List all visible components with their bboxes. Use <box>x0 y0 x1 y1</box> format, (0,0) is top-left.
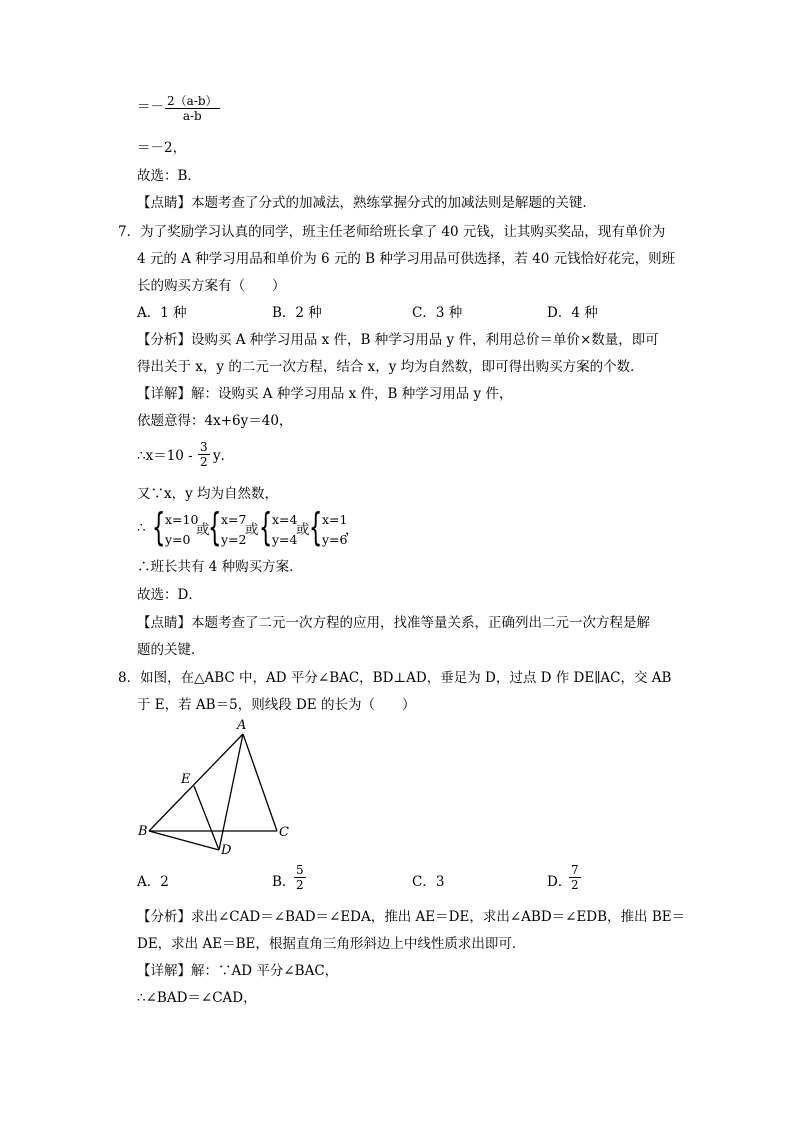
q8-detail-line1: 【详解】解：∵AD 平分∠BAC， <box>137 963 339 979</box>
q7-line2: 4 元的 A 种学习用品和单价为 6 元的 B 种学习用品可供选择，若 40 元钱恰好花完，则班 <box>137 251 676 267</box>
q8-option-d-denominator: 2 <box>571 878 579 892</box>
q8-option-d-fraction <box>569 863 581 892</box>
eq2-line: ＝－2， <box>137 140 187 156</box>
q7-point-line1: 【点睛】本题考查了二元一次方程的应用，找准等量关系，正确列出二元一次方程是解 <box>137 615 650 631</box>
q7-detail-line1: 【详解】解：设购买 A 种学习用品 x 件，B 种学习用品 y 件， <box>137 386 513 402</box>
segment-ac <box>243 734 277 831</box>
q7-system-4-x: x=1 <box>322 512 348 527</box>
q8-option-a: A．2 <box>137 874 169 890</box>
figure-label-c: C <box>279 825 289 840</box>
q7-option-d: D．4 种 <box>547 305 598 321</box>
q7-system-1-y: y=0 <box>165 532 191 547</box>
top-point: 【点睛】本题考查了分式的加减法，熟练掌握分式的加减法则是解题的关键． <box>137 195 596 211</box>
brace-icon: { <box>208 505 222 549</box>
q7-or-2: 或 <box>245 522 259 538</box>
q8-analysis-line2: DE，求出 AE＝BE，根据直角三角形斜边上中线性质求出即可． <box>137 936 526 952</box>
q7-detail-line4: 又∵x，y 均为自然数， <box>137 486 279 502</box>
eq1-denominator: a-b <box>182 109 202 123</box>
figure-label-d: D <box>221 843 232 858</box>
q8-option-b-prefix: B． <box>272 874 296 890</box>
q7-line1: 7．为了奖励学习认真的同学，班主任老师给班长拿了 40 元钱，让其购买奖品，现有单价为 <box>118 224 666 240</box>
segment-de <box>194 786 219 850</box>
q7-system-4-y: y=6 <box>322 532 348 547</box>
figure-label-a: A <box>237 718 247 733</box>
q8-option-b-denominator: 2 <box>296 878 304 892</box>
q8-line2: 于 E，若 AB＝5，则线段 DE 的长为（ ） <box>137 697 416 713</box>
q7-system-1-x: x=10 <box>165 512 199 527</box>
q8-option-b-numerator: 5 <box>296 863 304 877</box>
q8-analysis-line1: 【分析】求出∠CAD＝∠BAD＝∠EDA，推出 AE＝DE，求出∠ABD＝∠EDB，推出 BE＝ <box>137 909 686 925</box>
q7-option-c: C．3 种 <box>412 305 463 321</box>
q7-detail3-prefix: ∴x＝10 - <box>137 448 193 464</box>
q7-comma: ， <box>345 522 359 538</box>
q8-line1: 8．如图，在△ABC 中，AD 平分∠BAC，BD⊥AD，垂足为 D，过点 D 作 DE∥AC，交 AB <box>118 670 672 686</box>
brace-icon: { <box>152 505 166 549</box>
q8-detail-line2: ∴∠BAD＝∠CAD， <box>137 990 257 1006</box>
q7-line3: 长的购买方案有（ ） <box>137 278 286 294</box>
q7-option-b: B．2 种 <box>272 305 322 321</box>
q7-point-line2: 题的关键． <box>137 642 205 658</box>
q8-option-b-fraction <box>294 863 306 892</box>
q7-analysis-line1: 【分析】设购买 A 种学习用品 x 件，B 种学习用品 y 件，利用总价＝单价×数量，即可 <box>137 332 659 348</box>
figure-label-e: E <box>181 772 191 787</box>
brace-icon: { <box>309 505 323 549</box>
eq1-prefix: ＝－ <box>137 99 164 115</box>
top-choice: 故选：B． <box>137 168 201 184</box>
segment-bd <box>149 831 219 850</box>
eq1-numerator: 2（a-b） <box>167 94 218 108</box>
q7-system-2-x: x=7 <box>221 512 247 527</box>
q7-analysis-line2: 得出关于 x，y 的二元一次方程，结合 x，y 均为自然数，即可得出购买方案的个数． <box>137 359 644 375</box>
q7-system-3-y: y=4 <box>272 532 298 547</box>
figure-label-b: B <box>138 824 148 839</box>
q7-therefore: ∴ <box>137 520 146 536</box>
q7-detail3-denominator: 2 <box>200 455 208 469</box>
segment-ad <box>219 734 243 850</box>
q7-or-3: 或 <box>296 522 310 538</box>
q7-detail3-numerator: 3 <box>200 440 208 454</box>
q8-option-d-prefix: D． <box>547 874 572 890</box>
q7-detail-line2: 依题意得：4x+6y＝40， <box>137 413 293 429</box>
q7-option-a: A．1 种 <box>137 305 187 321</box>
q7-detail-line5: ∴班长共有 4 种购买方案． <box>137 559 303 575</box>
q7-system-3-x: x=4 <box>272 512 298 527</box>
segment-ab <box>149 734 243 831</box>
q7-detail3-suffix: y． <box>213 448 235 464</box>
q7-choice: 故选：D． <box>137 587 202 603</box>
q7-or-1: 或 <box>196 522 210 538</box>
q8-option-c: C．3 <box>412 874 445 890</box>
q8-option-d-numerator: 7 <box>571 863 579 877</box>
q7-system-2-y: y=2 <box>221 532 247 547</box>
brace-icon: { <box>259 505 273 549</box>
